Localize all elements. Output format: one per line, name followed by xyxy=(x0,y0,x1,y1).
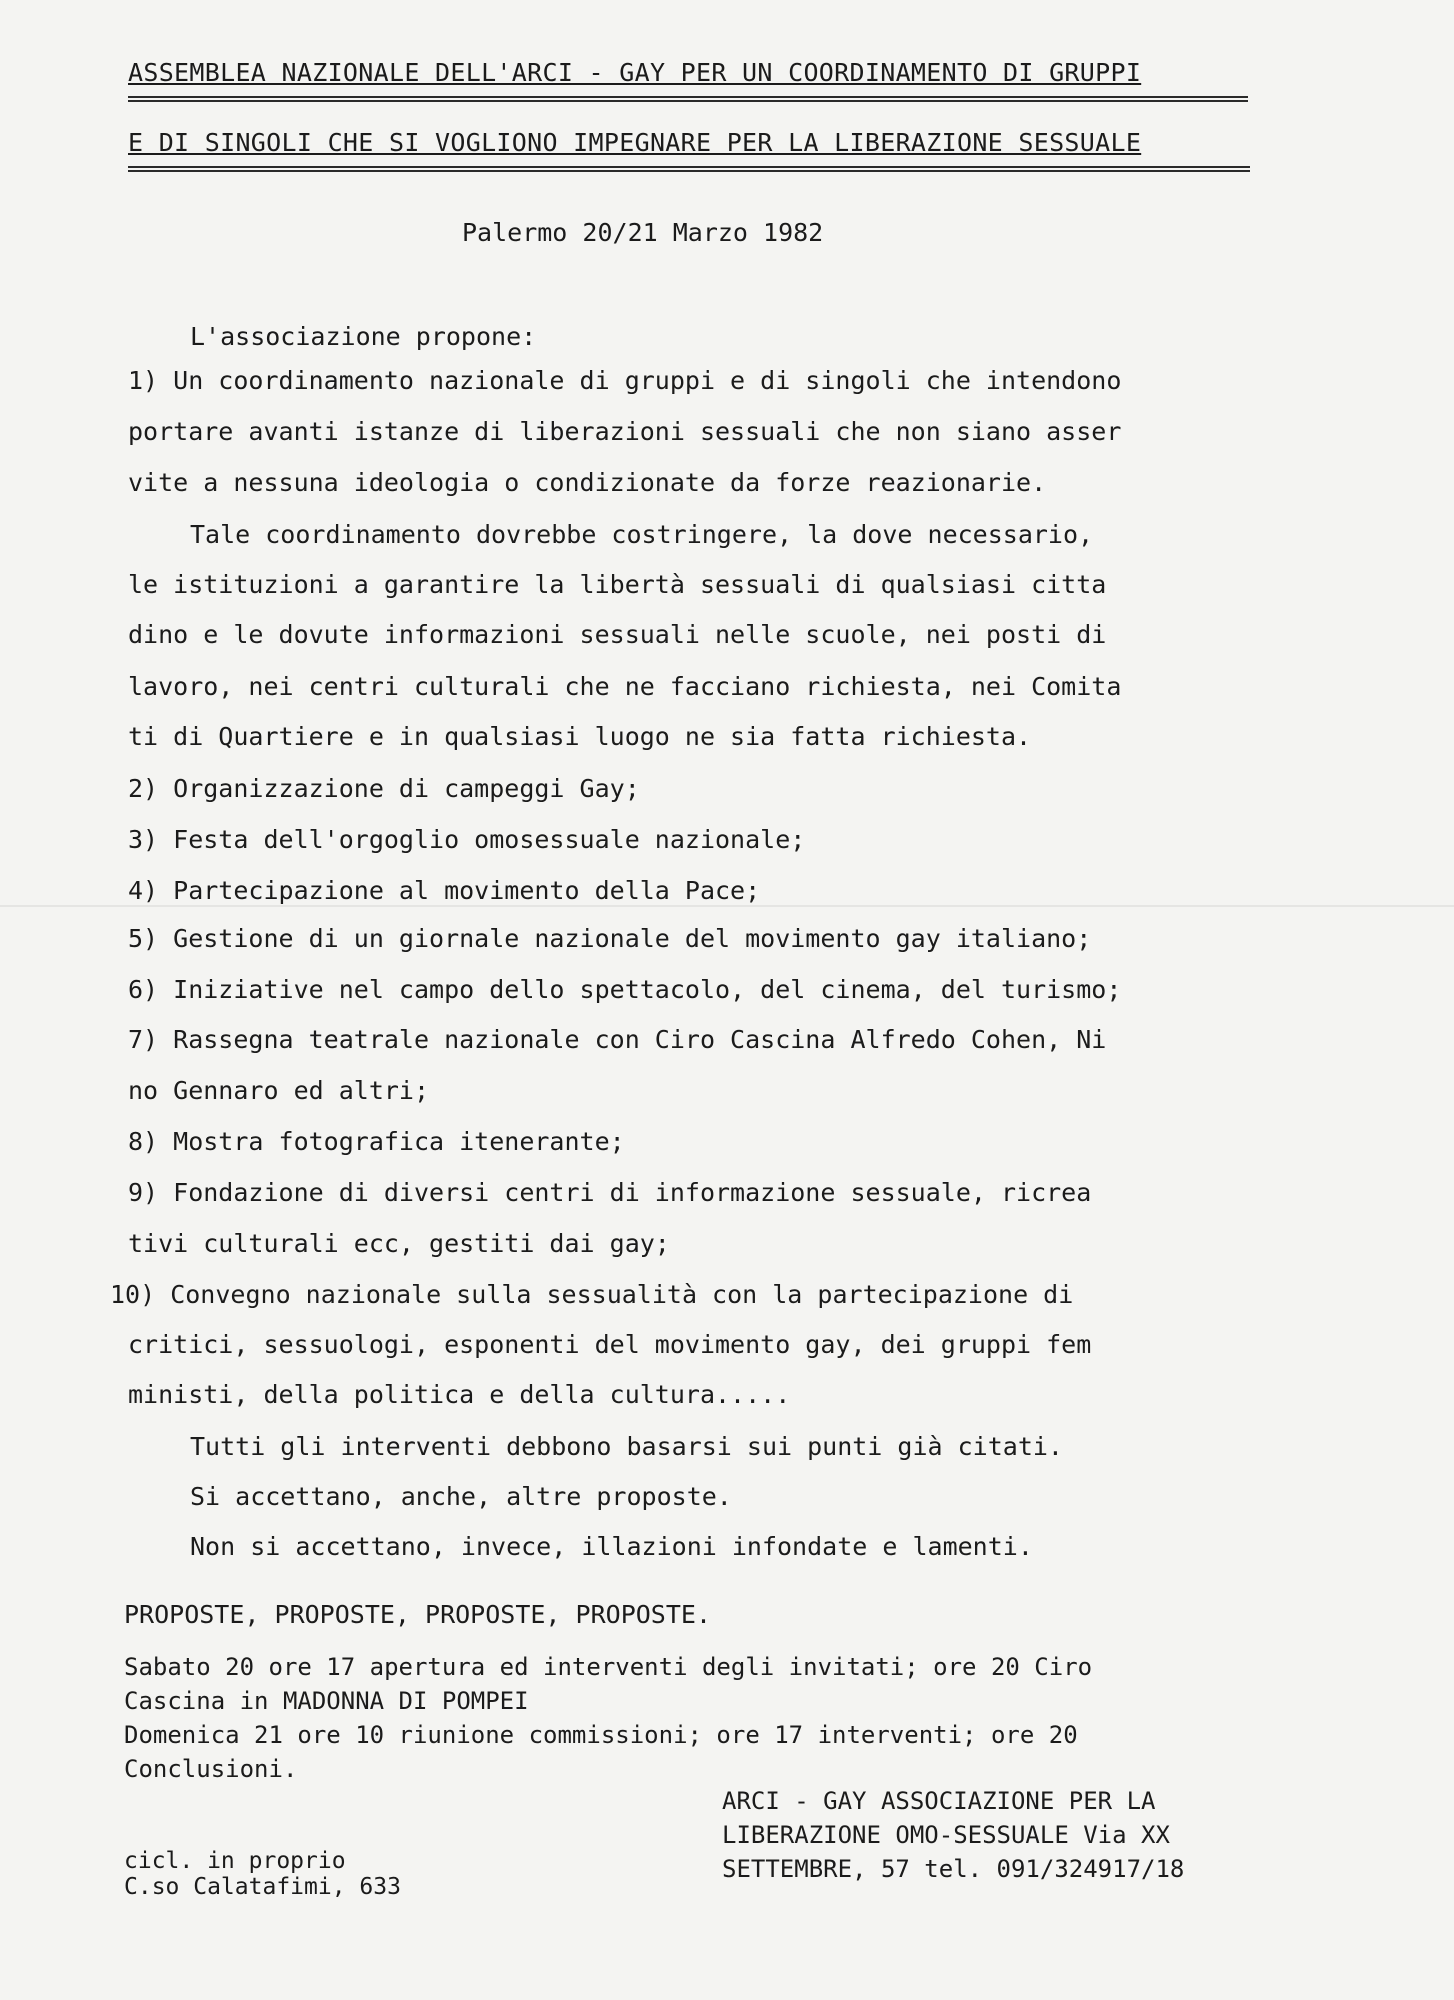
body-line: 8) Mostra fotografica itenerante; xyxy=(128,1127,625,1156)
title-double-rule-1b xyxy=(128,100,1248,102)
address-line: LIBERAZIONE OMO-SESSUALE Via XX xyxy=(722,1821,1170,1849)
body-line: ti di Quartiere e in qualsiasi luogo ne sia fatta richiesta. xyxy=(128,722,1032,751)
body-line: portare avanti istanze di liberazioni sessuali che non siano asser xyxy=(128,417,1122,446)
body-line: 2) Organizzazione di campeggi Gay; xyxy=(128,774,640,803)
body-line: 3) Festa dell'orgoglio omosessuale nazionale; xyxy=(128,825,806,854)
body-line: 5) Gestione di un giornale nazionale del movimento gay italiano; xyxy=(128,924,1092,953)
body-line: Non si accettano, invece, illazioni infondate e lamenti. xyxy=(190,1532,1033,1561)
body-line: 4) Partecipazione al movimento della Pace; xyxy=(128,876,761,905)
address-line: SETTEMBRE, 57 tel. 091/324917/18 xyxy=(722,1855,1185,1883)
body-line: vite a nessuna ideologia o condizionate da forze reazionarie. xyxy=(128,468,1047,497)
title-double-rule-2 xyxy=(128,166,1250,168)
body-line: lavoro, nei centri culturali che ne facciano richiesta, nei Comita xyxy=(128,672,1122,701)
body-line: tivi culturali ecc, gestiti dai gay; xyxy=(128,1229,670,1258)
body-line: no Gennaro ed altri; xyxy=(128,1076,430,1105)
program-line: Sabato 20 ore 17 apertura ed interventi degli invitati; ore 20 Ciro xyxy=(124,1653,1093,1681)
body-line: 10) Convegno nazionale sulla sessualità con la partecipazione di xyxy=(110,1280,1074,1309)
proposals-banner: PROPOSTE, PROPOSTE, PROPOSTE, PROPOSTE. xyxy=(124,1600,711,1629)
program-line: Cascina in MADONNA DI POMPEI xyxy=(124,1687,529,1715)
body-line: le istituzioni a garantire la libertà sessuali di qualsiasi citta xyxy=(128,570,1107,599)
place-date: Palermo 20/21 Marzo 1982 xyxy=(462,218,824,247)
body-line: Tale coordinamento dovrebbe costringere, la dove necessario, xyxy=(190,520,1094,549)
printer-note: cicl. in proprio xyxy=(124,1848,346,1874)
title-double-rule-2b xyxy=(128,170,1250,172)
body-line: 9) Fondazione di diversi centri di informazione sessuale, ricrea xyxy=(128,1178,1092,1207)
title-line-2: E DI SINGOLI CHE SI VOGLIONO IMPEGNARE PER LA LIBERAZIONE SESSUALE xyxy=(128,128,1142,157)
body-line: 7) Rassegna teatrale nazionale con Ciro Cascina Alfredo Cohen, Ni xyxy=(128,1025,1107,1054)
title-double-rule-1 xyxy=(128,96,1248,98)
program-line: Domenica 21 ore 10 riunione commissioni; ore 17 interventi; ore 20 xyxy=(124,1721,1078,1749)
program-line: Conclusioni. xyxy=(124,1755,298,1783)
body-line: Tutti gli interventi debbono basarsi sui punti già citati. xyxy=(190,1432,1063,1461)
body-line: 1) Un coordinamento nazionale di gruppi e di singoli che intendono xyxy=(128,366,1122,395)
address-line: ARCI - GAY ASSOCIAZIONE PER LA xyxy=(722,1787,1156,1815)
body-line: dino e le dovute informazioni sessuali nelle scuole, nei posti di xyxy=(128,620,1107,649)
intro-text: L'associazione propone: xyxy=(190,322,537,351)
title-line-1: ASSEMBLEA NAZIONALE DELL'ARCI - GAY PER UN COORDINAMENTO DI GRUPPI xyxy=(128,58,1142,87)
body-line: critici, sessuologi, esponenti del movimento gay, dei gruppi fem xyxy=(128,1330,1092,1359)
body-line: ministi, della politica e della cultura..... xyxy=(128,1380,791,1409)
body-line: 6) Iniziative nel campo dello spettacolo, del cinema, del turismo; xyxy=(128,975,1122,1004)
body-line: Si accettano, anche, altre proposte. xyxy=(190,1482,732,1511)
printer-address: C.so Calatafimi, 633 xyxy=(124,1874,401,1900)
